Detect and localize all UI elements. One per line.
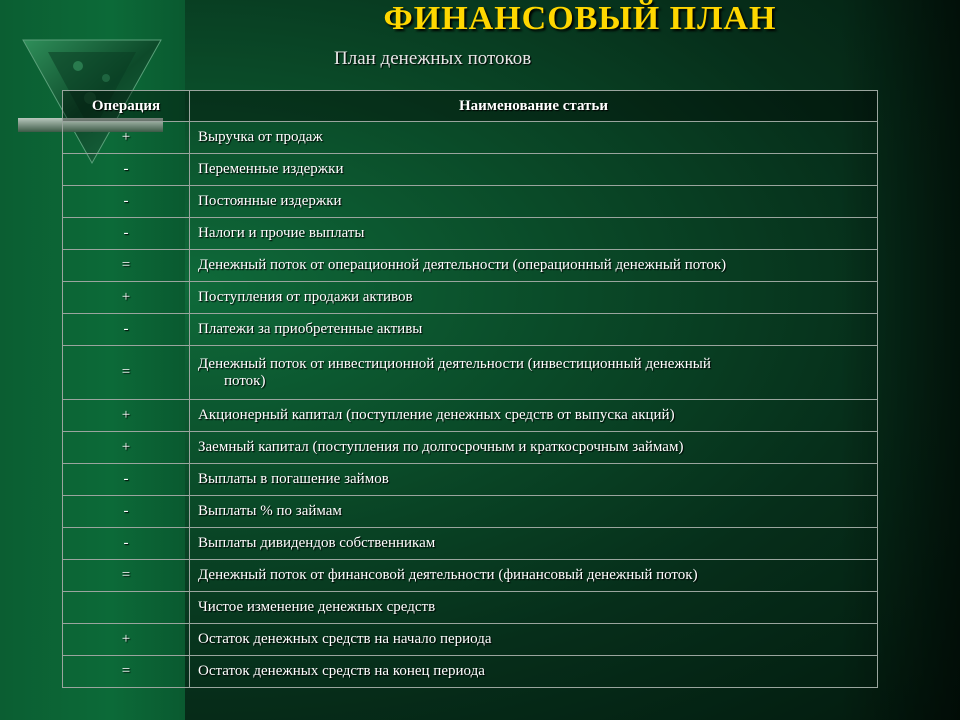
page-title: ФИНАНСОВЫЙ ПЛАН [383, 0, 777, 37]
item-cell: Остаток денежных средств на начало периода [190, 624, 878, 656]
table-row [63, 122, 878, 154]
header-operation: Операция [63, 91, 190, 122]
item-cell: Заемный капитал (поступления по долгосрочным и краткосрочным займам) [190, 432, 878, 464]
table-row [63, 528, 878, 560]
table-row [63, 154, 878, 186]
item-cell: Переменные издержки [190, 154, 878, 186]
operation-cell: - [63, 528, 190, 560]
operation-cell: - [63, 186, 190, 218]
operation-cell: = [63, 346, 190, 400]
operation-cell: + [63, 282, 190, 314]
operation-cell: + [63, 122, 190, 154]
item-cell: Денежный поток от финансовой деятельности (финансовый денежный поток) [190, 560, 878, 592]
table-row [63, 464, 878, 496]
item-cell: Выплаты % по займам [190, 496, 878, 528]
item-cell: Денежный поток от операционной деятельности (операционный денежный поток) [190, 250, 878, 282]
item-cell-line2: поток) [224, 372, 266, 389]
operation-cell: + [63, 432, 190, 464]
table-row [63, 346, 878, 400]
item-cell: Платежи за приобретенные активы [190, 314, 878, 346]
table-row [63, 250, 878, 282]
item-cell: Налоги и прочие выплаты [190, 218, 878, 250]
operation-cell: - [63, 314, 190, 346]
table-row [63, 314, 878, 346]
table-row [63, 624, 878, 656]
item-cell-line1: Денежный поток от инвестиционной деятельности (инвестиционный денежный [198, 355, 711, 372]
item-cell: Остаток денежных средств на конец периода [190, 656, 878, 688]
table-row [63, 432, 878, 464]
operation-cell [63, 592, 190, 624]
operation-cell: - [63, 496, 190, 528]
item-cell: Выплаты дивидендов собственникам [190, 528, 878, 560]
operation-cell: = [63, 250, 190, 282]
table-row [63, 282, 878, 314]
table-row [63, 218, 878, 250]
page-subtitle: План денежных потоков [334, 48, 532, 69]
table-row [63, 560, 878, 592]
item-cell: Акционерный капитал (поступление денежных средств от выпуска акций) [190, 400, 878, 432]
table-row [63, 592, 878, 624]
item-cell: Выручка от продаж [190, 122, 878, 154]
operation-cell: - [63, 154, 190, 186]
operation-cell: = [63, 656, 190, 688]
table-header-row [63, 91, 878, 122]
operation-cell: - [63, 218, 190, 250]
operation-cell: = [63, 560, 190, 592]
item-cell: Поступления от продажи активов [190, 282, 878, 314]
item-cell: Выплаты в погашение займов [190, 464, 878, 496]
table-row [63, 186, 878, 218]
operation-cell: + [63, 400, 190, 432]
table-row [63, 496, 878, 528]
cash-flow-table [62, 90, 878, 688]
operation-cell: + [63, 624, 190, 656]
item-cell: Чистое изменение денежных средств [190, 592, 878, 624]
header-item-name: Наименование статьи [190, 91, 878, 122]
item-cell [190, 346, 878, 400]
table-row [63, 400, 878, 432]
operation-cell: - [63, 464, 190, 496]
table-row [63, 656, 878, 688]
item-cell: Постоянные издержки [190, 186, 878, 218]
